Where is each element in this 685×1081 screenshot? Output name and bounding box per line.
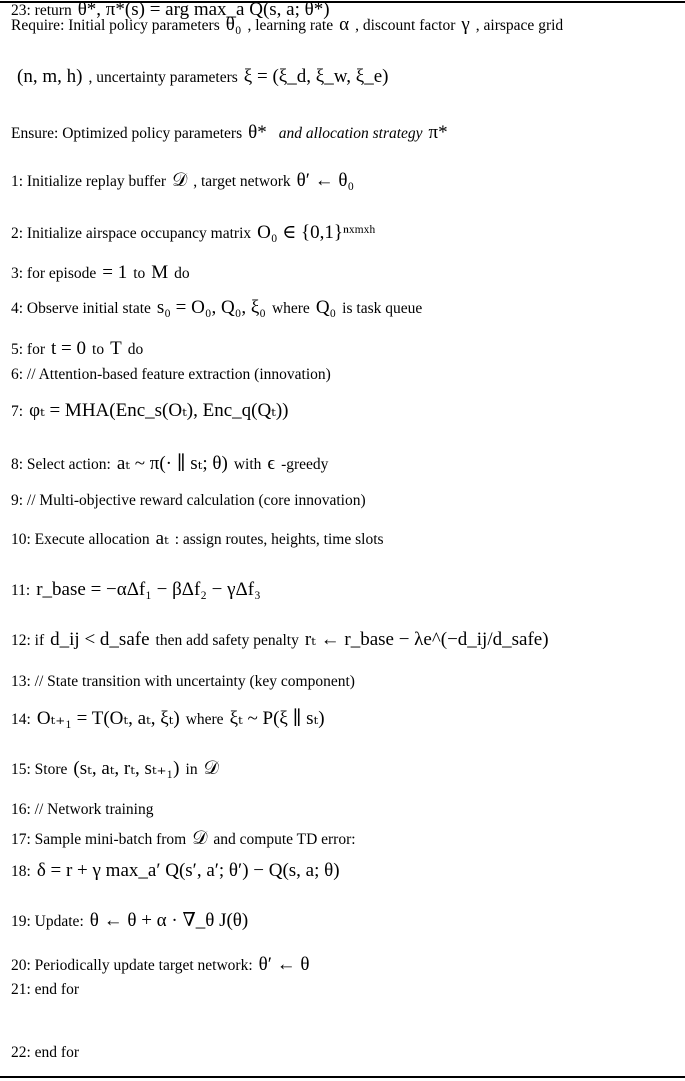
line-text: 12: if [11,632,45,649]
math-expression: ξₜ ~ P(ξ ∥ sₜ) [229,708,325,729]
line-text: 13: // State transition with uncertainty (key component) [11,673,355,690]
math-expression: ξ = (ξ_d, ξ_w, ξ_e) [243,66,389,87]
line-text: , uncertainty parameters [88,69,238,86]
line-text: to [133,265,146,282]
line-text: 14: [11,711,31,728]
math-expression: ϵ [267,453,276,474]
math-expression: 𝒟 [203,758,219,779]
line-text: is task queue [342,300,423,317]
line-text: 17: Sample mini-batch from [11,831,187,848]
math-expression: π* [428,122,448,143]
math-expression: θ* [248,122,267,143]
algorithm-line [11,123,454,144]
math-expression: Oₜ₊₁ = T(Oₜ, aₜ, ξₜ) [36,708,180,729]
line-text: and compute TD error: [213,831,356,848]
math-expression: (sₜ, aₜ, rₜ, sₜ₊₁) [73,758,180,779]
algorithm-line [11,829,356,850]
math-expression: α [339,14,350,35]
line-text: 11: [11,582,31,599]
algorithm-line [11,223,381,244]
line-text: 2: Initialize airspace occupancy matrix [11,225,252,242]
line-text: and allocation strategy [278,125,423,142]
algorithm-line [11,454,328,475]
math-expression: 𝒟 [192,828,208,849]
algorithm-line [11,263,190,284]
line-text: do [174,265,190,282]
line-text: then add safety penalty [155,632,299,649]
line-text: where [271,300,310,317]
line-text: do [127,341,144,358]
math-expression: θ*, π*(s) = arg max_a Q(s, a; θ*) [77,0,330,20]
line-text: with [233,456,262,473]
math-expression: aₜ [155,528,169,549]
line-text: 15: Store [11,761,68,778]
algorithm-line [11,955,315,976]
algorithm-line [11,0,336,21]
line-text: 23: return [11,2,72,19]
line-text: 22: end for [11,1044,80,1061]
math-expression: θ ← θ + α · ∇_θ J(θ) [89,910,249,931]
line-text: 6: // Attention-based feature extraction (innovation) [11,366,331,383]
algorithm-line [11,1043,79,1063]
line-text: Ensure: Optimized policy parameters [11,125,243,142]
line-text: 3: for episode [11,265,97,282]
math-expression: (n, m, h) [17,66,83,87]
algorithm-line [11,580,267,601]
line-text: , discount factor [355,17,456,34]
line-text: -greedy [281,456,329,473]
math-expression: r_base = −αΔf₁ − βΔf₂ − γΔf₃ [36,579,261,600]
line-text: 5: for [11,341,46,358]
line-text: , target network [193,173,291,190]
math-expression: 𝒟 [172,170,188,191]
algorithm-line [11,980,79,1000]
math-expression: = 1 [102,262,128,283]
line-text: 19: Update: [11,913,84,930]
algorithm-line [11,709,331,730]
math-expression: d_ij < d_safe [50,629,150,650]
algorithm-line [11,67,394,88]
algorithm-line [11,800,154,820]
line-text: 18: [11,863,31,880]
line-text: 7: [11,403,24,420]
line-text: to [92,341,105,358]
algorithm-line [11,529,384,550]
math-expression: rₜ ← r_base − λe^(−d_ij/d_safe) [304,629,549,650]
line-text: 20: Periodically update target network: [11,957,253,974]
line-text: in [185,761,198,778]
math-expression: O₀ ∈ {0,1}ⁿˣᵐˣʰ [257,222,376,243]
math-expression: s₀ = O₀, Q₀, ξ₀ [156,297,266,318]
line-text: 9: // Multi-objective reward calculation (core innovation) [11,492,366,509]
line-text: 4: Observe initial state [11,300,151,317]
math-expression: θ′ ← θ [258,954,310,975]
algorithm-line [11,672,355,692]
line-text: , airspace grid [475,17,564,34]
algorithm-line [11,911,254,932]
math-expression: t = 0 [51,338,87,359]
math-expression: θ′ ← θ₀ [296,170,355,191]
algorithm-line [11,401,295,422]
math-expression: M [151,262,169,283]
line-text: 16: // Network training [11,801,154,818]
algorithm-line [11,491,366,511]
line-text: 8: Select action: [11,456,111,473]
math-expression: φₜ = MHA(Enc_s(Oₜ), Enc_q(Qₜ)) [29,400,289,421]
line-text: : assign routes, heights, time slots [174,531,384,548]
math-expression: θ₀ [225,14,242,35]
algorithm-line [11,365,331,385]
algorithm-line [11,298,422,319]
line-text: , learning rate [247,17,334,34]
algorithm-line [11,171,360,192]
line-text: 1: Initialize replay buffer [11,173,167,190]
line-text: Require: Initial policy parameters [11,17,220,34]
math-expression: δ = r + γ max_a′ Q(s′, a′; θ′) − Q(s, a; θ) [36,860,340,881]
line-text: where [185,711,224,728]
math-expression: T [110,338,122,359]
line-text: 10: Execute allocation [11,531,150,548]
algorithm-line [11,861,346,882]
line-text: 21: end for [11,981,80,998]
math-expression: Q₀ [315,297,337,318]
algorithm-line [11,759,225,780]
math-expression: γ [461,14,470,35]
algorithm-line [11,630,555,651]
math-expression: aₜ ~ π(· ∥ sₜ; θ) [116,453,228,474]
algorithm-line [11,339,143,360]
bottom-rule [0,1076,685,1078]
